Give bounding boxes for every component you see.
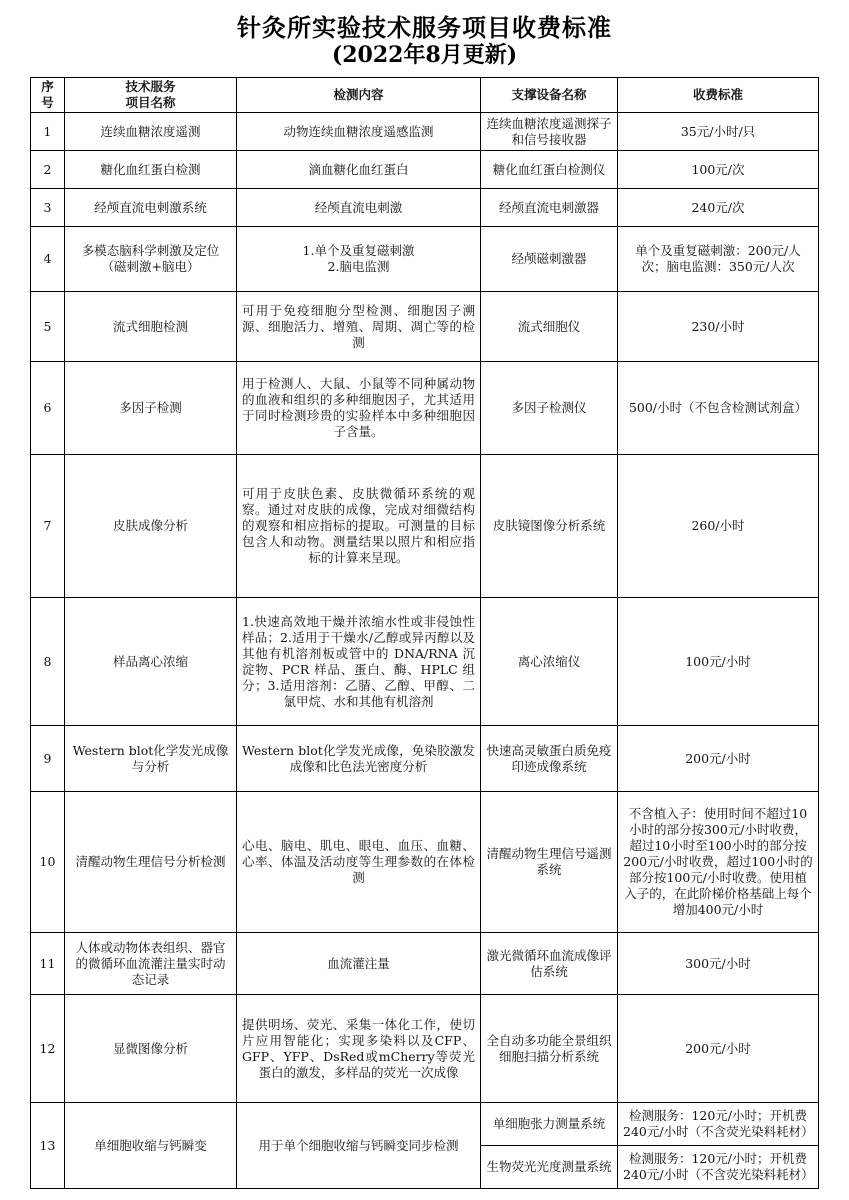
- row-equipment: 离心浓缩仪: [481, 598, 618, 726]
- header-equipment: 支撑设备名称: [481, 78, 618, 113]
- row-equipment: 经颅直流电刺激器: [481, 189, 618, 227]
- row-equipment: 快速高灵敏蛋白质免疫印迹成像系统: [481, 726, 618, 792]
- table-row: [31, 1103, 819, 1146]
- header-service: 技术服务 项目名称: [65, 78, 237, 113]
- row-equipment: 经颅磁刺激器: [481, 227, 618, 292]
- row-equipment: 糖化血红蛋白检测仪: [481, 151, 618, 189]
- row-service: 多因子检测: [65, 362, 237, 455]
- row-content: 滴血糖化血红蛋白: [237, 151, 481, 189]
- row-fee: 300元/小时: [618, 933, 819, 995]
- row-index: 9: [31, 726, 65, 792]
- row-fee: 200元/小时: [618, 726, 819, 792]
- row-service: 皮肤成像分析: [65, 455, 237, 598]
- row-service: 糖化血红蛋白检测: [65, 151, 237, 189]
- row-fee: 100元/小时: [618, 598, 819, 726]
- row-equipment: 激光微循环血流成像评估系统: [481, 933, 618, 995]
- row-service: 人体或动物体表组织、器官的微循环血流灌注量实时动态记录: [65, 933, 237, 995]
- header-row: [31, 78, 819, 113]
- table-row: [31, 189, 819, 227]
- header-index: 序号: [31, 78, 65, 113]
- row-content: 提供明场、荧光、采集一体化工作，使切片应用智能化；实现多染料以及CFP、GFP、YFP、DsRed或mCherry等荧光蛋白的激发，多样品的荧光一次成像: [237, 995, 481, 1103]
- row-equipment: 皮肤镜图像分析系统: [481, 455, 618, 598]
- row-service: 连续血糖浓度遥测: [65, 113, 237, 151]
- row-service: 流式细胞检测: [65, 292, 237, 362]
- row-equipment: 单细胞张力测量系统: [481, 1103, 618, 1146]
- row-index: 2: [31, 151, 65, 189]
- row-index: 3: [31, 189, 65, 227]
- row-index: 1: [31, 113, 65, 151]
- row-content: 1.快速高效地干燥并浓缩水性或非侵蚀性样品；2.适用于干燥水/乙醇或异丙醇以及其他有机溶剂板或管中的 DNA/RNA 沉淀物、PCR 样品、蛋白、酶、HPLC 组分；3.适用溶剂：乙腈、乙醇、甲醇、二氯甲烷、水和其他有机溶剂: [237, 598, 481, 726]
- row-index: 10: [31, 792, 65, 933]
- row-service: 显微图像分析: [65, 995, 237, 1103]
- row-content: 可用于免疫细胞分型检测、细胞因子溯源、细胞活力、增殖、周期、凋亡等的检测: [237, 292, 481, 362]
- row-content: 可用于皮肤色素、皮肤微循环系统的观察。通过对皮肤的成像，完成对细微结构的观察和相应指标的提取。可测量的目标包含人和动物。测量结果以照片和相应指标的计算来呈现。: [237, 455, 481, 598]
- row-fee: 100元/次: [618, 151, 819, 189]
- header-content: 检测内容: [237, 78, 481, 113]
- row-fee: 单个及重复磁刺激：200元/人次；脑电监测：350元/人次: [618, 227, 819, 292]
- row-equipment: 连续血糖浓度遥测探子和信号接收器: [481, 113, 618, 151]
- row-content: 用于检测人、大鼠、小鼠等不同种属动物的血液和组织的多种细胞因子，尤其适用于同时检测珍贵的实验样本中多种细胞因子含量。: [237, 362, 481, 455]
- row-service: 样品离心浓缩: [65, 598, 237, 726]
- table-row: [31, 598, 819, 726]
- row-fee: 230/小时: [618, 292, 819, 362]
- row-content: Western blot化学发光成像，免染胶激发成像和比色法光密度分析: [237, 726, 481, 792]
- table-row: [31, 455, 819, 598]
- row-equipment: 清醒动物生理信号遥测系统: [481, 792, 618, 933]
- row-index: 8: [31, 598, 65, 726]
- row-service: 经颅直流电刺激系统: [65, 189, 237, 227]
- row-content: 动物连续血糖浓度遥感监测: [237, 113, 481, 151]
- row-content: 血流灌注量: [237, 933, 481, 995]
- table-row: [31, 362, 819, 455]
- row-fee: 检测服务：120元/小时；开机费240元/小时（不含荧光染料耗材）: [618, 1103, 819, 1146]
- table-row: [31, 113, 819, 151]
- row-equipment: 多因子检测仪: [481, 362, 618, 455]
- fee-table: [30, 77, 819, 1189]
- row-fee: 240元/次: [618, 189, 819, 227]
- row-index: 6: [31, 362, 65, 455]
- table-row: [31, 995, 819, 1103]
- table-row: [31, 292, 819, 362]
- table-row: [31, 726, 819, 792]
- row-service: 多模态脑科学刺激及定位（磁刺激+脑电）: [65, 227, 237, 292]
- row-content: 用于单个细胞收缩与钙瞬变同步检测: [237, 1103, 481, 1189]
- table-row: [31, 933, 819, 995]
- document-subtitle: (2022年8月更新): [331, 42, 518, 68]
- row-service: 单细胞收缩与钙瞬变: [65, 1103, 237, 1189]
- row-index: 7: [31, 455, 65, 598]
- table-row: [31, 151, 819, 189]
- row-content: 经颅直流电刺激: [237, 189, 481, 227]
- row-content: 1.单个及重复磁刺激 2.脑电监测: [237, 227, 481, 292]
- row-service: 清醒动物生理信号分析检测: [65, 792, 237, 933]
- row-index: 4: [31, 227, 65, 292]
- table-row: [31, 792, 819, 933]
- row-index: 13: [31, 1103, 65, 1189]
- row-equipment: 流式细胞仪: [481, 292, 618, 362]
- row-fee: 200元/小时: [618, 995, 819, 1103]
- row-equipment: 全自动多功能全景组织细胞扫描分析系统: [481, 995, 618, 1103]
- row-index: 11: [31, 933, 65, 995]
- row-equipment: 生物荧光光度测量系统: [481, 1146, 618, 1189]
- row-index: 12: [31, 995, 65, 1103]
- table-row: [31, 227, 819, 292]
- row-fee: 不含植入子：使用时间不超过10小时的部分按300元/小时收费，超过10小时至100小时的部分按200元/小时收费，超过100小时的部分按100元/小时收费。使用植入子的，在此阶梯价格基础上每个增加400元/小时: [618, 792, 819, 933]
- document-title: 针灸所实验技术服务项目收费标准: [237, 13, 612, 42]
- row-fee: 500/小时（不包含检测试剂盒）: [618, 362, 819, 455]
- row-index: 5: [31, 292, 65, 362]
- row-fee: 35元/小时/只: [618, 113, 819, 151]
- row-fee: 260/小时: [618, 455, 819, 598]
- header-fee: 收费标准: [618, 78, 819, 113]
- row-service: Western blot化学发光成像与分析: [65, 726, 237, 792]
- row-fee: 检测服务：120元/小时；开机费240元/小时（不含荧光染料耗材）: [618, 1146, 819, 1189]
- row-content: 心电、脑电、肌电、眼电、血压、血糖、心率、体温及活动度等生理参数的在体检测: [237, 792, 481, 933]
